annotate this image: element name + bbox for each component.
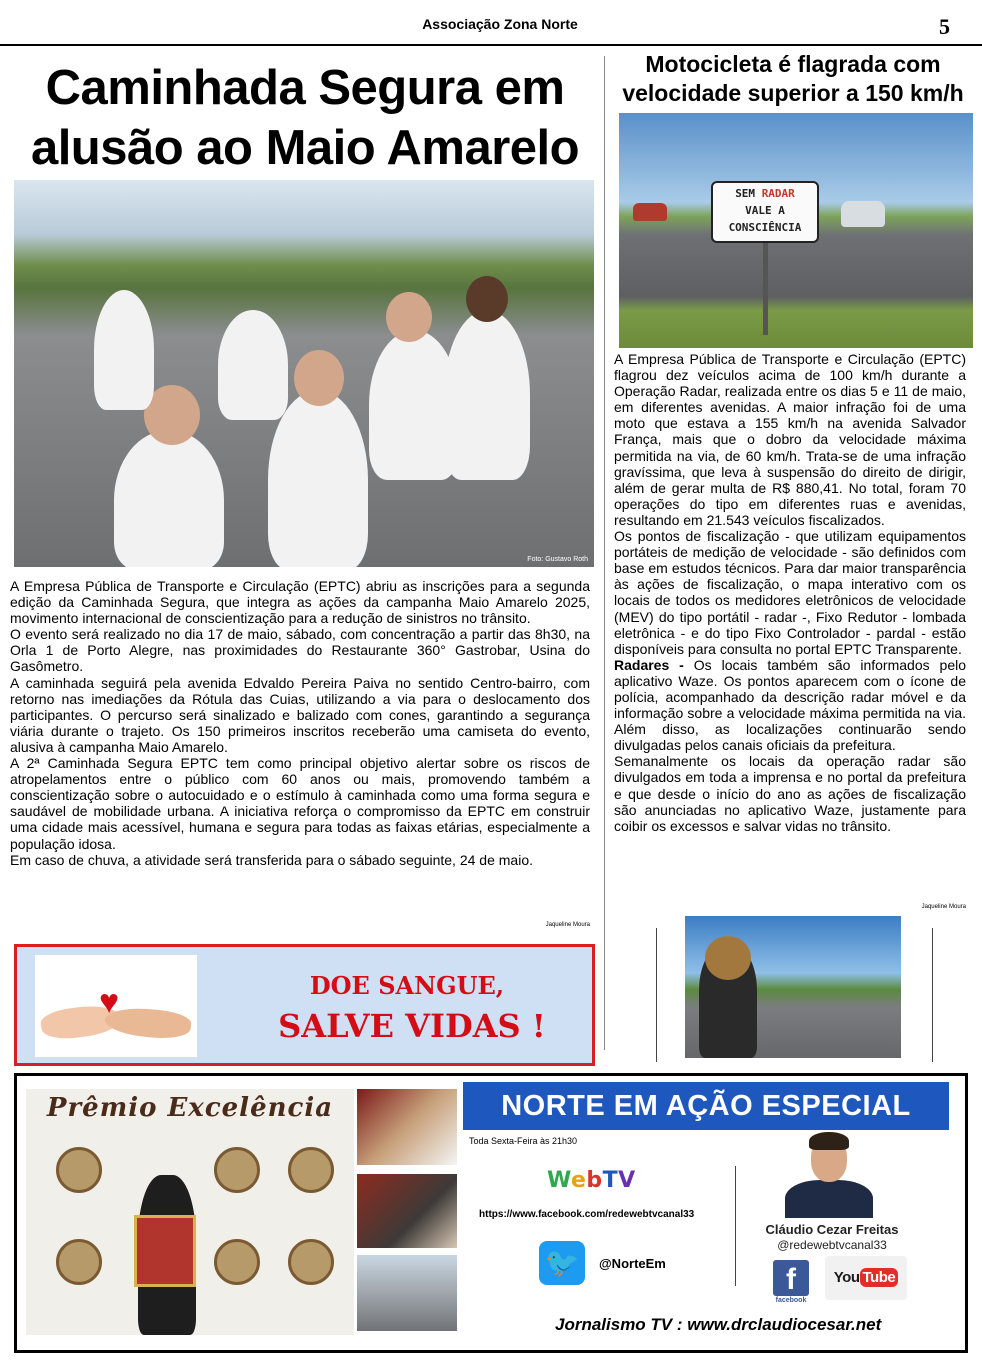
- right-article-headline: Motocicleta é flagrada com velocidade superior a 150 km/h: [622, 51, 964, 106]
- walker-head: [386, 292, 432, 342]
- paragraph: [614, 657, 966, 754]
- emblem-shape: [56, 1147, 102, 1193]
- twitter-bird-icon[interactable]: 🐦: [539, 1241, 585, 1285]
- radares-text: Os locais também são informados pelo aplicativo Waze. Os pontos aparecem com o ícone de polícia, acompanhado da descrição radar móvel e da informação sobre a velocidade máxima permitida na via. Além disso, as localizações continuarão sendo divulgadas pelos canais oficiais da prefeitura.: [614, 656, 967, 754]
- photo-credit: Foto: Gustavo Roth: [527, 556, 588, 563]
- officer-head: [705, 936, 751, 980]
- radar-sign-photo: [619, 113, 973, 348]
- car-shape: [633, 203, 667, 221]
- paragraph: A caminhada seguirá pela avenida Edvaldo Pereira Paiva no sentido Centro-bairro, com retorno nas imediações da Rótula das Cuias, utilizando a via para o deslocamento dos participantes. O percurso será sinalizado e balizado com cones, garantindo a segurança viária durante o trajeto. Os 150 primeiros inscritos receberão uma camiseta do evento, alusiva à campanha Maio Amarelo.: [10, 674, 590, 755]
- host-name: Cláudio Cezar Freitas: [765, 1222, 899, 1237]
- walker-figure: [444, 310, 530, 480]
- emblem-shape: [288, 1239, 334, 1285]
- paragraph: O evento será realizado no dia 17 de maio, sábado, com concentração a partir das 8h30, na Orla 1 de Porto Alegre, nas proximidades do Restaurante 360° Gastrobar, Usina do Gasômetro.: [10, 626, 590, 675]
- sign-text-red: RADAR: [761, 187, 795, 200]
- promo-divider: [735, 1166, 736, 1286]
- ad-line-1: DOE SANGUE,: [309, 971, 505, 1000]
- sign-text: VALE A: [745, 204, 785, 217]
- officer-photo: [685, 916, 901, 1058]
- walker-figure: [114, 430, 224, 567]
- walker-head: [466, 276, 508, 322]
- webtv-logo: WebTV: [547, 1168, 636, 1193]
- walker-figure: [268, 390, 368, 567]
- show-title-banner: NORTE EM AÇÃO ESPECIAL: [463, 1082, 949, 1130]
- emblem-shape: [214, 1147, 260, 1193]
- host-handle: @redewebtvcanal33: [777, 1238, 887, 1252]
- photo-side-rule: [656, 928, 657, 1062]
- facebook-url-link[interactable]: https://www.facebook.com/redewebtvcanal33: [479, 1209, 695, 1220]
- host-suit: [785, 1180, 873, 1218]
- paragraph: A Empresa Pública de Transporte e Circulação (EPTC) flagrou dez veículos acima de 100 km/h durante a Operação Radar, realizada entre os dias 5 e 11 de maio, em diferentes avenidas. A maior infração foi de uma moto que estava a 155 km/h na avenida Salvador França, mais que o dobro da velocidade máxima permitida na via, de 60 km/h. Trata-se de uma infração gravíssima, que leva à suspensão do direito de dirigir, além de gerar multa de R$ 880,41. No total, foram 70 operações do tipo em diferentes ruas e avenidas, resultando em 21.543 veículos fiscalizados.: [614, 351, 966, 528]
- car-shape: [841, 201, 885, 227]
- radar-sign: [711, 181, 819, 243]
- right-article-signature: Jaqueline Moura: [921, 904, 966, 910]
- twitter-handle[interactable]: @NorteEm: [599, 1256, 666, 1271]
- walker-head: [294, 350, 344, 406]
- host-portrait: [779, 1132, 879, 1218]
- left-article-signature: Jaqueline Moura: [545, 922, 590, 928]
- emblem-shape: [214, 1239, 260, 1285]
- award-title: Prêmio Excelência: [46, 1093, 334, 1123]
- paragraph: A Empresa Pública de Transporte e Circulação (EPTC) abriu as inscrições para a segunda edição da Caminhada Segura, que integra as ações da campanha Maio Amarelo 2025, movimento internacional de conscientização para a redução de sinistros no trânsito.: [10, 578, 590, 627]
- host-hair: [809, 1132, 849, 1150]
- sign-pole: [763, 243, 768, 335]
- award-plaque: [134, 1215, 196, 1287]
- thumbnail-photo: [357, 1089, 457, 1165]
- ad-line-2: SALVE VIDAS !: [278, 1007, 546, 1045]
- website-link[interactable]: Jornalismo TV : www.drclaudiocesar.net: [555, 1315, 882, 1334]
- left-article-headline: Caminhada Segura em alusão ao Maio Amarelo: [30, 61, 580, 175]
- emblem-shape: [288, 1147, 334, 1193]
- left-article-body: [10, 578, 590, 868]
- paragraph: Em caso de chuva, a atividade será transferida para o sábado seguinte, 24 de maio.: [10, 851, 533, 868]
- thumbnail-photo: [357, 1255, 457, 1331]
- youtube-icon[interactable]: You Tube: [825, 1256, 907, 1300]
- thumbnail-photo: [357, 1174, 457, 1248]
- right-article-body: [614, 351, 966, 834]
- award-photo: [26, 1089, 354, 1335]
- radares-label: Radares -: [614, 656, 684, 673]
- facebook-icon[interactable]: f: [773, 1260, 809, 1296]
- page-number: 5: [939, 14, 950, 39]
- paragraph: Semanalmente os locais da operação radar são divulgados em toda a imprensa e no portal da prefeitura e que desde o início do ano as ações de fiscalização são anunciadas no aplicativo Waze, justamente para coibir os excessos e salvar vidas no trânsito.: [614, 753, 966, 834]
- sign-text: CONSCIÊNCIA: [728, 221, 802, 234]
- promo-box: [14, 1073, 968, 1353]
- column-divider: [604, 56, 605, 1050]
- header-divider: [0, 44, 982, 46]
- paragraph: A 2ª Caminhada Segura EPTC tem como principal objetivo alertar sobre os riscos de atropelamentos entre o público com 60 anos ou mais, promovendo também a conscientização sobre o autocuidado e o estímulo à caminhada como uma forma segura e saudável de mobilidade urbana. A iniciativa reforça o compromisso da EPTC em construir uma cidade mais acessível, humana e segura para todas as faixas etárias, especialmente a população idosa.: [10, 755, 590, 852]
- show-schedule: Toda Sexta-Feira às 21h30: [469, 1136, 578, 1146]
- walker-figure: [94, 290, 154, 410]
- blood-donation-ad: [14, 944, 595, 1066]
- publication-title: Associação Zona Norte: [422, 16, 578, 32]
- heart-icon: ♥: [99, 983, 120, 1021]
- sign-text: SEM: [735, 187, 756, 200]
- photo-side-rule: [932, 928, 933, 1062]
- hands-heart-image: [35, 955, 197, 1057]
- paragraph: Os pontos de fiscalização - que utilizam equipamentos portáteis de medição de velocidade - são definidos com base em estudos técnicos. Para dar maior transparência às ações de fiscalização, o mapa interativo com os locais de todos os medidores eletrônicos de velocidade (MEV) do tipo portátil - radar -, Fixo Redutor - lombada eletrônica - e do tipo Fixo Controlador - pardal - estão disponíveis para consulta no portal EPTC Transparente.: [614, 528, 966, 657]
- emblem-shape: [56, 1239, 102, 1285]
- facebook-label: facebook: [775, 1297, 807, 1304]
- walker-figure: [218, 310, 288, 420]
- walkers-photo: [14, 180, 594, 567]
